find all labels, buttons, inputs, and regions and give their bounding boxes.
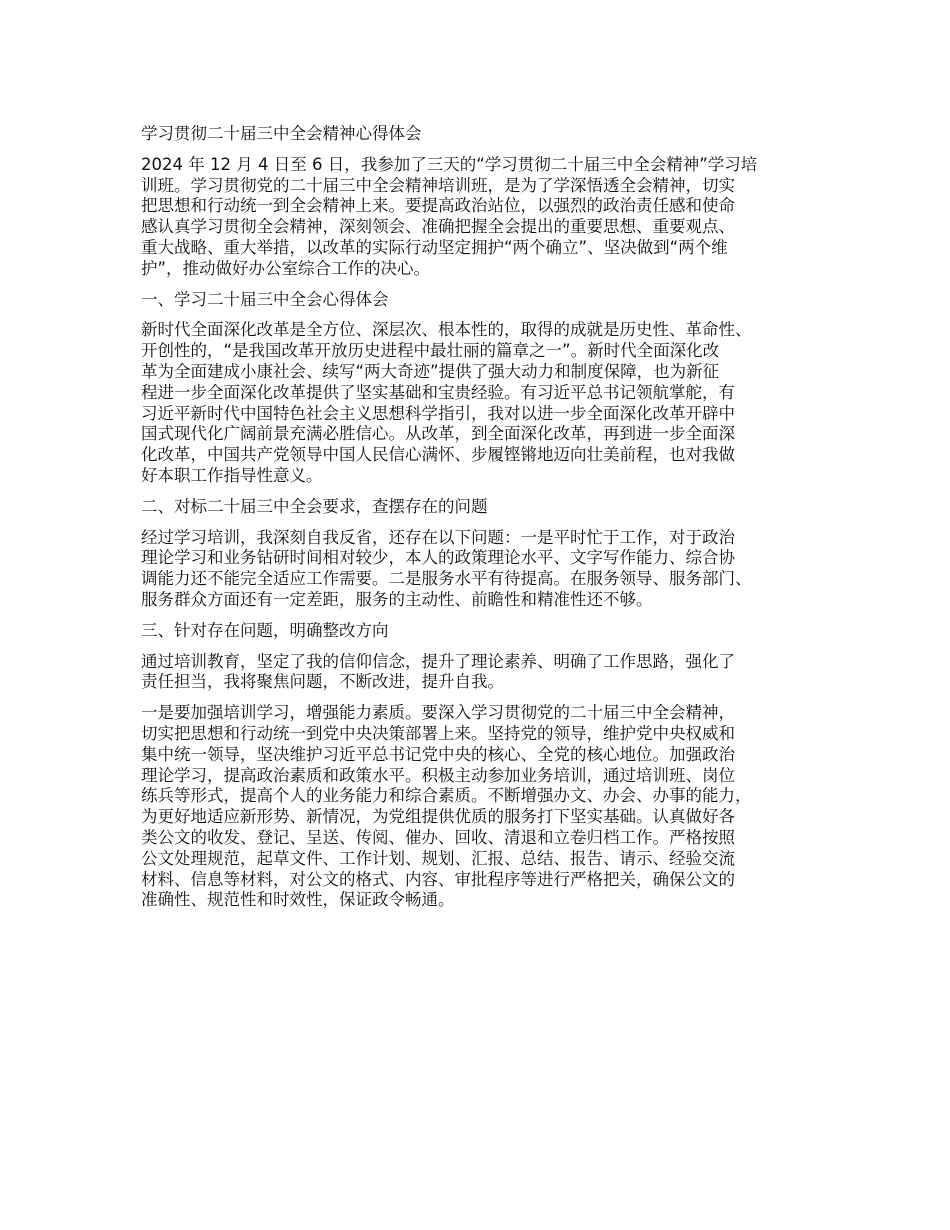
section-heading-2: 二、对标二十届三中全会要求，查摆存在的问题: [141, 496, 488, 516]
document-title: 学习贯彻二十届三中全会精神心得体会: [141, 124, 422, 143]
section-1-paragraph: 新时代全面深化改革是全方位、深层次、根本性的，取得的成就是历史性、革命性、 开创性的，“是我国改革开放历史进程中最壮丽的篇章之一”。新时代全面深化改 革为全面建成小康社会、续写“两大奇迹”提供了强大动力和制度保障，也为新征 程进一步全面深化改革提供了坚实基础和宝贵经验。有习近平总书记领航掌舵，有 习近平新时代中国特色社会主义思想科学指引，我对以进一步全面深化改革开辟中 国式现代化广阔前景充满必胜信心。从改革，到全面深化改革，再到进一步全面深 化改革，中国共产党领导中国人民信心满怀、步履铿锵地迈向壮美前程，也对我做 好本职工作指导性意义。: [141, 320, 752, 485]
section-heading-3: 三、针对存在问题，明确整改方向: [141, 620, 389, 640]
section-2-paragraph: 经过学习培训，我深刻自我反省，还存在以下问题：一是平时忙于工作，对于政治 理论学习和业务钻研时间相对较少，本人的政策理论水平、文字写作能力、综合协 调能力还不能完全适应工作需要。二是服务水平有待提高。在服务领导、服务部门、 服务群众方面还有一定差距，服务的主动性、前瞻性和精准性还不够。: [141, 527, 752, 609]
document-body: [141, 124, 829, 921]
section-3-paragraph: 通过培训教育，坚定了我的信仰信念，提升了理论素养、明确了工作思路，强化了 责任担当，我将聚焦问题，不断改进，提升自我。: [141, 651, 735, 692]
intro-paragraph: 2024 年 12 月 4 日至 6 日，我参加了三天的“学习贯彻二十届三中全会精神”学习培 训班。学习贯彻党的二十届三中全会精神培训班，是为了学深悟透全会精神，切实 把思想和行动统一到全会精神上来。要提高政治站位，以强烈的政治责任感和使命 感认真学习贯彻全会精神，深刻领会、准确把握全会提出的重要思想、重要观点、 重大战略、重大举措，以改革的实际行动坚定拥护“两个确立”、坚决做到“两个维 护”，推动做好办公室综合工作的决心。: [141, 154, 758, 278]
section-3-point-1-paragraph: 一是要加强培训学习，增强能力素质。要深入学习贯彻党的二十届三中全会精神， 切实把思想和行动统一到党中央决策部署上来。坚持党的领导，维护党中央权威和 集中统一领导，坚决维护习近平总书记党中央的核心、全党的核心地位。加强政治 理论学习，提高政治素质和政策水平。积极主动参加业务培训，通过培训班、岗位 练兵等形式，提高个人的业务能力和综合素质。不断增强办文、办会、办事的能力， 为更好地适应新形势、新情况，为党组提供优质的服务打下坚实基础。认真做好各 类公文的收发、登记、呈送、传阅、催办、回收、清退和立卷归档工作。严格按照 公文处理规范，起草文件、工作计划、规划、汇报、总结、报告、请示、经验交流 材料、信息等材料，对公文的格式、内容、审批程序等进行严格把关，确保公文的 准确性、规范性和时效性，保证政令畅通。: [141, 703, 752, 910]
section-heading-1: 一、学习二十届三中全会心得体会: [141, 289, 389, 309]
